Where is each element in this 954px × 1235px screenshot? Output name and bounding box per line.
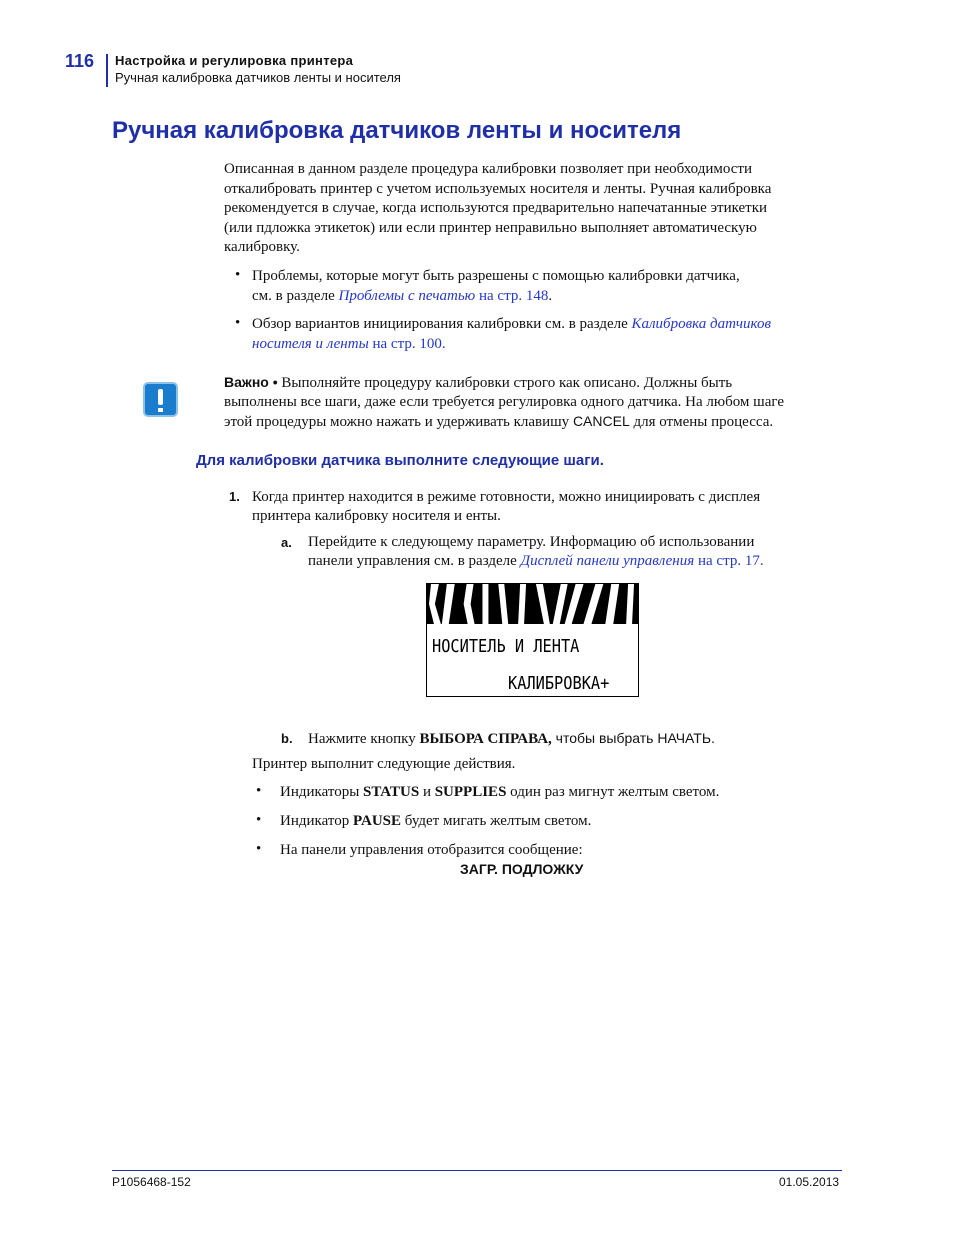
link-sensor-calibration-cont[interactable]: носителя и ленты (252, 336, 369, 352)
bullet-dot: • (256, 841, 262, 857)
result-item (280, 812, 591, 831)
text-line: Описанная в данном разделе процедура калибровки позволяет при необходимости (224, 161, 752, 177)
text-line: калибровку. (224, 239, 300, 255)
text: Выполняйте процедуру калибровки строго как описано. Должны быть (281, 375, 733, 391)
display-line-2: КАЛИБРОВКА+ (508, 673, 610, 694)
bullet-dot: • (256, 783, 262, 799)
text: будет мигать желтым светом. (401, 813, 592, 829)
page-title: Ручная калибровка датчиков ленты и носителя (112, 117, 682, 144)
text-line: Перейдите к следующему параметру. Информацию об использовании (308, 534, 755, 550)
text-line (224, 412, 773, 432)
text: для отмены процесса. (629, 414, 774, 430)
header-divider (106, 54, 108, 87)
text: Обзор вариантов инициирования калибровки см. в разделе (252, 316, 632, 332)
important-icon (143, 382, 178, 417)
text-line: откалибровать принтер с учетом используемых носителя и ленты. Ручная калибровка (224, 181, 772, 197)
footer-divider (112, 1170, 842, 1171)
text-line: Когда принтер находится в режиме готовности, можно инициировать с дисплея (252, 489, 761, 505)
text: панели управления см. в разделе (308, 553, 521, 569)
display-line-1: НОСИТЕЛЬ И ЛЕНТА (432, 636, 580, 657)
text-line: (или пдложка этикеток) или если принтер неправильно выполняет автоматическую (224, 220, 757, 236)
display-message: ЗАГР. ПОДЛОЖКУ (460, 861, 584, 877)
link-sensor-calibration[interactable]: Калибровка датчиков (631, 316, 772, 332)
text: Нажмите кнопку (308, 731, 420, 747)
text-line: Принтер выполнит следующие действия. (252, 756, 516, 772)
result-item (280, 783, 719, 802)
printer-display-illustration (426, 583, 639, 697)
procedure-heading: Для калибровки датчика выполните следующие шаги. (196, 452, 604, 469)
link-control-panel-display[interactable]: Дисплей панели управления (520, 553, 695, 569)
indicator-name: STATUS (363, 784, 420, 800)
text: . (759, 553, 764, 569)
text: и (419, 784, 435, 800)
text-line (224, 373, 732, 393)
header-section: Ручная калибровка датчиков ленты и носителя (115, 70, 401, 85)
substep-label: b. (281, 731, 293, 746)
bullet-dot: • (256, 812, 262, 828)
indicator-name: SUPPLIES (434, 784, 507, 800)
text: один раз мигнут желтым светом. (506, 784, 720, 800)
text: Индикаторы (280, 784, 364, 800)
text: . (441, 336, 446, 352)
text: . (548, 288, 553, 304)
important-label: Важно • (224, 374, 278, 390)
text-line: выполнены все шаги, даже если требуется регулировка одного датчика. На любом шаге (224, 394, 784, 410)
text-line (308, 729, 715, 749)
link-page-148[interactable]: на стр. 148 (478, 288, 549, 304)
text-line: Проблемы, которые могут быть разрешены с помощью калибровки датчика, (252, 268, 740, 284)
zebra-stripes-logo (427, 584, 638, 624)
link-page-17[interactable]: на стр. 17 (697, 553, 760, 569)
text: чтобы выбрать НАЧАТЬ. (551, 730, 715, 746)
key-name: CANCEL (572, 413, 630, 429)
text: Индикатор (280, 813, 353, 829)
result-item: На панели управления отобразится сообщение: (280, 842, 583, 858)
button-name: ВЫБОРА СПРАВА, (419, 731, 552, 747)
step-number: 1. (229, 489, 240, 504)
bullet-dot: • (235, 267, 241, 283)
footer-date: 01.05.2013 (779, 1175, 840, 1189)
page-number: 116 (65, 51, 95, 71)
link-printing-problems[interactable]: Проблемы с печатью (338, 288, 476, 304)
text-line (308, 552, 764, 571)
text-line: рекомендуется в случае, когда используются предварительно напечатанные этикетки (224, 200, 768, 216)
text: см. в разделе (252, 288, 339, 304)
text-line (252, 287, 552, 306)
text-line: принтера калибровку носителя и енты. (252, 508, 501, 524)
substep-label: a. (281, 535, 292, 550)
text-line (252, 335, 446, 354)
link-page-100[interactable]: на стр. 100 (372, 336, 442, 352)
bullet-dot: • (235, 315, 241, 331)
text: этой процедуры можно нажать и удерживать клавишу (224, 414, 573, 430)
footer-doc-number: P1056468-152 (112, 1175, 191, 1189)
header-chapter: Настройка и регулировка принтера (115, 53, 354, 68)
indicator-name: PAUSE (352, 813, 402, 829)
text-line (252, 315, 771, 334)
